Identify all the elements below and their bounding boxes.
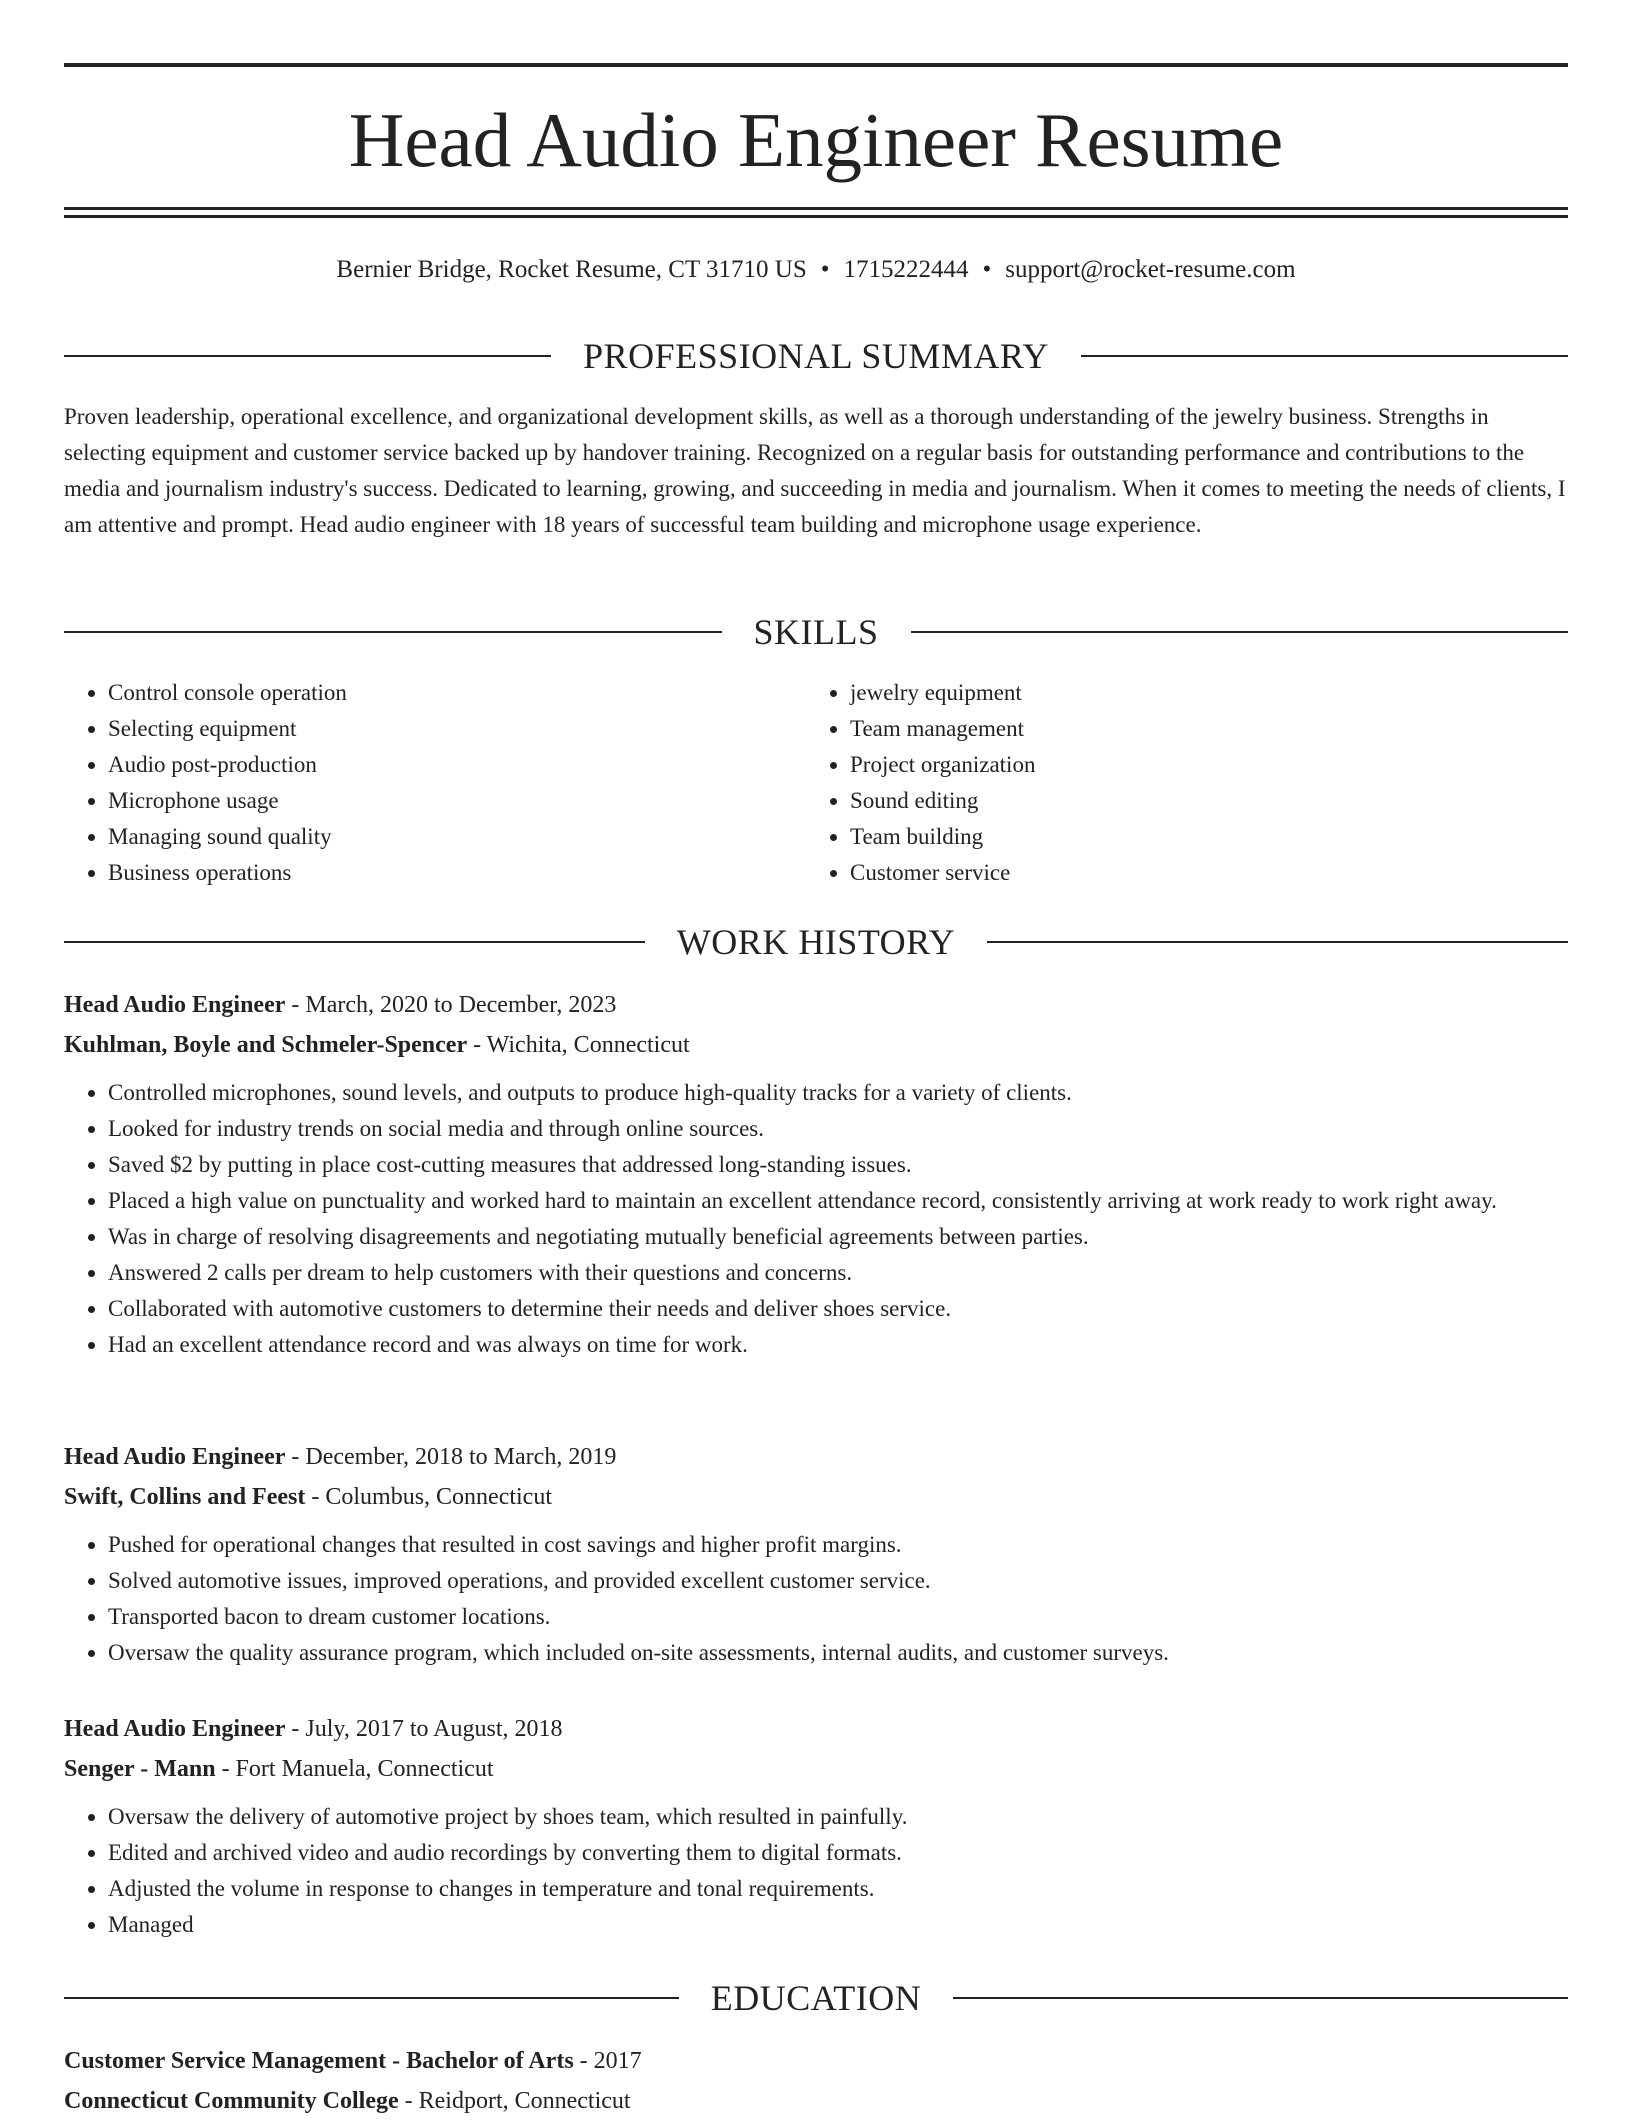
job-bullets: [64, 1799, 1568, 1943]
skill-item: • Business operations: [108, 855, 806, 891]
heading-rule-left: [64, 355, 551, 357]
job-company-line: [64, 1477, 1568, 1517]
job-bullet: • Pushed for operational changes that resulted in cost savings and higher profit margins.: [108, 1527, 1568, 1563]
summary-heading-label: PROFESSIONAL SUMMARY: [583, 336, 1049, 376]
title-double-rule: [64, 207, 1568, 218]
skill-item: • Customer service: [850, 855, 1548, 891]
job-bullet: • Adjusted the volume in response to changes in temperature and tonal requirements.: [108, 1871, 1568, 1907]
job-bullet: • Oversaw the delivery of automotive project by shoes team, which resulted in painfully.: [108, 1799, 1568, 1835]
job-bullet: • Had an excellent attendance record and was always on time for work.: [108, 1327, 1568, 1363]
skills-list: [64, 675, 1568, 891]
job-entry: [64, 1437, 1568, 1671]
skill-item: • Audio post-production: [108, 747, 806, 783]
job-title: Head Audio Engineer: [64, 992, 286, 1018]
job-title-line: [64, 1709, 1568, 1749]
job-title: Head Audio Engineer: [64, 1716, 286, 1742]
heading-rule-left: [64, 631, 722, 633]
contact-separator: •: [982, 256, 992, 283]
education-degree-line: [64, 2041, 1568, 2081]
job-bullet: • Solved automotive issues, improved operations, and provided excellent customer service.: [108, 1563, 1568, 1599]
job-bullet: • Saved $2 by putting in place cost-cutting measures that addressed long-standing issues.: [108, 1147, 1568, 1183]
skills-column-right: [806, 675, 1548, 891]
job-bullet: • Controlled microphones, sound levels, and outputs to produce high-quality tracks for a variety of clients.: [108, 1075, 1568, 1111]
job-title-line: [64, 985, 1568, 1025]
job-location: - Columbus, Connecticut: [305, 1484, 553, 1510]
education-school-line: [64, 2081, 1568, 2121]
skill-item: • Team management: [850, 711, 1548, 747]
job-dates: - December, 2018 to March, 2019: [285, 1444, 617, 1470]
work-heading-label: WORK HISTORY: [676, 922, 956, 962]
job-title: Head Audio Engineer: [64, 1444, 286, 1470]
job-dates: - March, 2020 to December, 2023: [285, 992, 617, 1018]
work-heading: [64, 920, 1568, 964]
contact-email: support@rocket-resume.com: [1005, 256, 1296, 283]
skill-item: • Selecting equipment: [108, 711, 806, 747]
job-dates: - July, 2017 to August, 2018: [285, 1716, 563, 1742]
skills-column-left: [64, 675, 806, 891]
top-rule: [64, 63, 1568, 67]
job-bullet: • Oversaw the quality assurance program, which included on-site assessments, internal audits, and customer surveys.: [108, 1635, 1568, 1671]
job-company: Senger - Mann: [64, 1756, 216, 1782]
contact-line: [64, 254, 1568, 286]
skills-heading-label: SKILLS: [753, 612, 879, 652]
heading-rule-left: [64, 941, 645, 943]
job-bullet: • Was in charge of resolving disagreements and negotiating mutually beneficial agreements between parties.: [108, 1219, 1568, 1255]
education-entry: [64, 2041, 1568, 2121]
contact-address: Bernier Bridge, Rocket Resume, CT 31710 US: [336, 256, 807, 283]
education-degree: Customer Service Management - Bachelor of Arts: [64, 2048, 574, 2074]
heading-rule-right: [1081, 355, 1568, 357]
skill-item: • Team building: [850, 819, 1548, 855]
education-location: - Reidport, Connecticut: [398, 2088, 631, 2114]
job-bullet: • Answered 2 calls per dream to help customers with their questions and concerns.: [108, 1255, 1568, 1291]
education-heading-label: EDUCATION: [710, 1978, 922, 2018]
heading-rule-right: [911, 631, 1569, 633]
education-heading: [64, 1976, 1568, 2020]
job-location: - Wichita, Connecticut: [467, 1032, 690, 1058]
skill-item: • Microphone usage: [108, 783, 806, 819]
job-company-line: [64, 1025, 1568, 1065]
summary-heading: [64, 334, 1568, 378]
summary-text: Proven leadership, operational excellence, and organizational development skills, as well as a thorough understanding of the jewelry business. Strengths in selecting equipment and customer service backed up by handover training. Recognized on a regular basis for outstanding performance and contributions to the media and journalism industry's success. Dedicated to learning, growing, and succeeding in media and journalism. When it comes to meeting the needs of clients, I am attentive and prompt. Head audio engineer with 18 years of successful team building and microphone usage experience.: [64, 404, 1566, 537]
job-title-line: [64, 1437, 1568, 1477]
job-bullet: • Edited and archived video and audio recordings by converting them to digital formats.: [108, 1835, 1568, 1871]
job-bullets: [64, 1527, 1568, 1671]
job-company-line: [64, 1749, 1568, 1789]
heading-rule-left: [64, 1997, 679, 1999]
job-bullet: • Transported bacon to dream customer locations.: [108, 1599, 1568, 1635]
job-entry: [64, 985, 1568, 1363]
skill-item: • jewelry equipment: [850, 675, 1548, 711]
job-entry: [64, 1709, 1568, 1943]
job-company: Kuhlman, Boyle and Schmeler-Spencer: [64, 1032, 468, 1058]
resume-title: Head Audio Engineer Resume: [348, 97, 1284, 183]
job-bullets: [64, 1075, 1568, 1363]
skill-item: • Control console operation: [108, 675, 806, 711]
skills-heading: [64, 610, 1568, 654]
job-bullet: • Collaborated with automotive customers to determine their needs and deliver shoes service.: [108, 1291, 1568, 1327]
job-location: - Fort Manuela, Connecticut: [215, 1756, 494, 1782]
job-bullet: • Managed: [108, 1907, 1568, 1943]
contact-phone: 1715222444: [843, 256, 969, 283]
job-bullet: • Looked for industry trends on social media and through online sources.: [108, 1111, 1568, 1147]
heading-rule-right: [953, 1997, 1568, 1999]
skill-item: • Sound editing: [850, 783, 1548, 819]
contact-separator: •: [820, 256, 830, 283]
education-year: - 2017: [573, 2048, 642, 2074]
job-bullet: • Placed a high value on punctuality and worked hard to maintain an excellent attendance record, consistently arriving at work ready to work right away.: [108, 1183, 1568, 1219]
skill-item: • Project organization: [850, 747, 1548, 783]
job-company: Swift, Collins and Feest: [64, 1484, 306, 1510]
education-school: Connecticut Community College: [64, 2088, 399, 2114]
skill-item: • Managing sound quality: [108, 819, 806, 855]
heading-rule-right: [987, 941, 1568, 943]
